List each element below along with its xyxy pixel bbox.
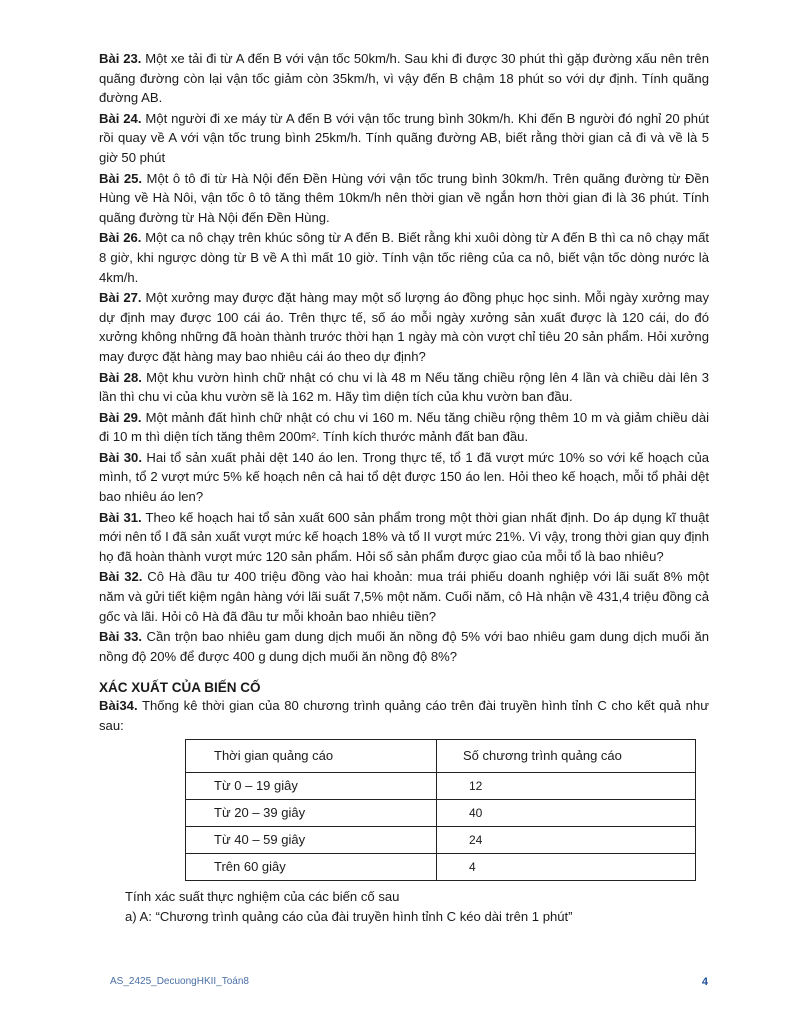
problem-28 bbox=[99, 368, 709, 407]
table-header-cell: Thời gian quảng cáo bbox=[186, 739, 437, 772]
problem-30 bbox=[99, 448, 709, 507]
table-row bbox=[186, 853, 696, 880]
table-cell: Trên 60 giây bbox=[186, 853, 437, 880]
table-header-row bbox=[186, 739, 696, 772]
ad-duration-table bbox=[185, 739, 696, 881]
problem-label: Bài 24. bbox=[99, 110, 142, 126]
problem-text: Một ô tô đi từ Hà Nội đến Đền Hùng với vận tốc trung bình 30km/h. Trên quãng đường từ Đền Hùng về Hà Nôi, vận tốc ô tô tăng thêm 10km/h nên thời gian về ngắn hơn thời gian đi là 36 phút. Tính quãng đường từ Hà Nội đến Đền Hùng. bbox=[99, 170, 710, 225]
problem-34 bbox=[99, 696, 709, 735]
problem-text: Cô Hà đầu tư 400 triệu đồng vào hai khoản: mua trái phiếu doanh nghiệp với lãi suất 8% một năm và gửi tiết kiệm ngân hàng với lãi suất 7,5% một năm. Cuối năm, cô Hà nhận về 431,4 triệu đồng cả gốc và lãi. Hỏi cô Hà đã đầu tư mỗi khoản bao nhiêu tiền? bbox=[99, 569, 710, 624]
problem-text: Một người đi xe máy từ A đến B với vận tốc trung bình 30km/h. Khi đến B người đó nghỉ 20 phút rồi quay về A với vận tốc trung bình 25km/h. Tính quãng đường AB, biết rằng thời gian cả đi và về là 5 giờ 50 phút bbox=[99, 110, 710, 165]
problem-33 bbox=[99, 627, 709, 666]
problem-text: Một mảnh đất hình chữ nhật có chu vi 160 m. Nếu tăng chiều rộng thêm 10 m và giảm chiều dài đi 10 m thì diện tích tăng thêm 200m². Tính kích thước mảnh đất ban đầu. bbox=[99, 409, 710, 445]
problem-label: Bài 31. bbox=[99, 509, 142, 525]
problem-label: Bài 29. bbox=[99, 409, 142, 425]
problem-25 bbox=[99, 169, 709, 228]
page-footer bbox=[110, 976, 708, 987]
problem-text: Một xưởng may được đặt hàng may một số lượng áo đồng phục học sinh. Mỗi ngày xưởng may dự định may được 100 cái áo. Trên thực tế, số áo mỗi ngày xưởng sản xuất được là 120 cái, do đó xưởng không những đã hoàn thành trước thời hạn 1 ngày mà còn vượt chỉ tiêu 20 sản phẩm. Hỏi xưởng may được đặt hàng may bao nhiêu cái áo theo dự định? bbox=[99, 290, 710, 364]
page-number: 4 bbox=[701, 976, 708, 988]
problem-27 bbox=[99, 288, 709, 366]
table-cell: 24 bbox=[437, 826, 696, 853]
table-cell: 12 bbox=[437, 772, 696, 799]
problem-label: Bài 32. bbox=[99, 569, 143, 585]
task-instruction: Tính xác suất thực nghiệm của các biến cố sau bbox=[125, 888, 400, 904]
table-cell: Từ 0 – 19 giây bbox=[186, 772, 437, 799]
problem-label: Bài 25. bbox=[99, 170, 143, 186]
problem-26 bbox=[99, 228, 709, 287]
problem-label: Bài 23. bbox=[99, 51, 142, 66]
problem-31 bbox=[99, 508, 709, 567]
problem-text: Cần trộn bao nhiêu gam dung dịch muối ăn nồng độ 5% với bao nhiêu gam dung dịch muối ăn nồng độ 20% để được 400 g dung dịch muối ăn nồng độ 8%? bbox=[99, 629, 710, 664]
problem-label: Bài 28. bbox=[99, 369, 142, 385]
table-cell: Từ 20 – 39 giây bbox=[186, 799, 437, 826]
problem-label: Bài 30. bbox=[99, 449, 142, 465]
task-item-a: a) A: “Chương trình quảng cáo của đài truyền hình tỉnh C kéo dài trên 1 phút” bbox=[125, 908, 573, 924]
footer-doc-name: AS_2425_DecuongHKII_Toán8 bbox=[110, 976, 249, 987]
table-row bbox=[186, 799, 696, 826]
problem-label: Bài34. bbox=[99, 698, 138, 714]
problem-text: Một xe tải đi từ A đến B với vận tốc 50km/h. Sau khi đi được 30 phút thì gặp đường xấu nên trên quãng đường còn lại vận tốc giảm còn 35km/h, vì vậy đến B chậm 18 phút so với dự định. Tính quãng đường AB. bbox=[99, 51, 709, 106]
problem-label: Bài 27. bbox=[99, 290, 142, 306]
table-header-cell: Số chương trình quảng cáo bbox=[437, 739, 696, 772]
table-row bbox=[186, 772, 696, 799]
problem-text: Hai tổ sản xuất phải dệt 140 áo len. Trong thực tế, tổ 1 đã vượt mức 10% so với kế hoạch của mình, tổ 2 vượt mức 5% kế hoạch nên cả hai tổ dệt được 150 áo len. Hỏi theo kế hoạch, mỗi tổ phải dệt bao nhiêu áo len? bbox=[99, 449, 710, 505]
table-cell: 40 bbox=[437, 799, 696, 826]
problem-24 bbox=[99, 109, 709, 168]
problem-text: Một ca nô chạy trên khúc sông từ A đến B. Biết rằng khi xuôi dòng từ A đến B thì ca nô chạy mất 8 giờ, khi ngược dòng từ B về A thì mất 10 giờ. Tính vận tốc riêng của ca nô, biết vận tốc dòng nước là 4km/h. bbox=[99, 230, 710, 285]
table-cell: Từ 40 – 59 giây bbox=[186, 826, 437, 853]
problem-32 bbox=[99, 567, 709, 626]
problem-label: Bài 26. bbox=[99, 230, 142, 246]
table-row bbox=[186, 826, 696, 853]
problem-text: Một khu vườn hình chữ nhật có chu vi là 48 m Nếu tăng chiều rộng lên 4 lần và chiều dài lên 3 lần thì chu vi của khu vườn sẽ là 162 m. Hãy tìm diện tích của khu vườn ban đầu. bbox=[99, 369, 710, 405]
problem-23 bbox=[99, 49, 709, 108]
problem-29 bbox=[99, 408, 709, 447]
document-page bbox=[99, 49, 709, 927]
problem-text: Thống kê thời gian của 80 chương trình quảng cáo trên đài truyền hình tỉnh C cho kết quả như sau: bbox=[99, 698, 709, 733]
problem-label: Bài 33. bbox=[99, 629, 143, 645]
table-cell: 4 bbox=[437, 853, 696, 880]
problem-text: Theo kế hoạch hai tổ sản xuất 600 sản phẩm trong một thời gian nhất định. Do áp dụng kĩ thuật mới nên tổ I đã sản xuất vượt mức kế hoạch 18% và tổ II vượt mức 21%. Vì vậy, trong thời gian quy định họ đã hoàn thành vượt mức 120 sản phẩm. Hỏi số sản phẩm được giao của mỗi tổ là bao nhiêu? bbox=[99, 509, 710, 564]
section-heading: XÁC XUẤT CỦA BIẾN CỐ bbox=[99, 680, 261, 696]
